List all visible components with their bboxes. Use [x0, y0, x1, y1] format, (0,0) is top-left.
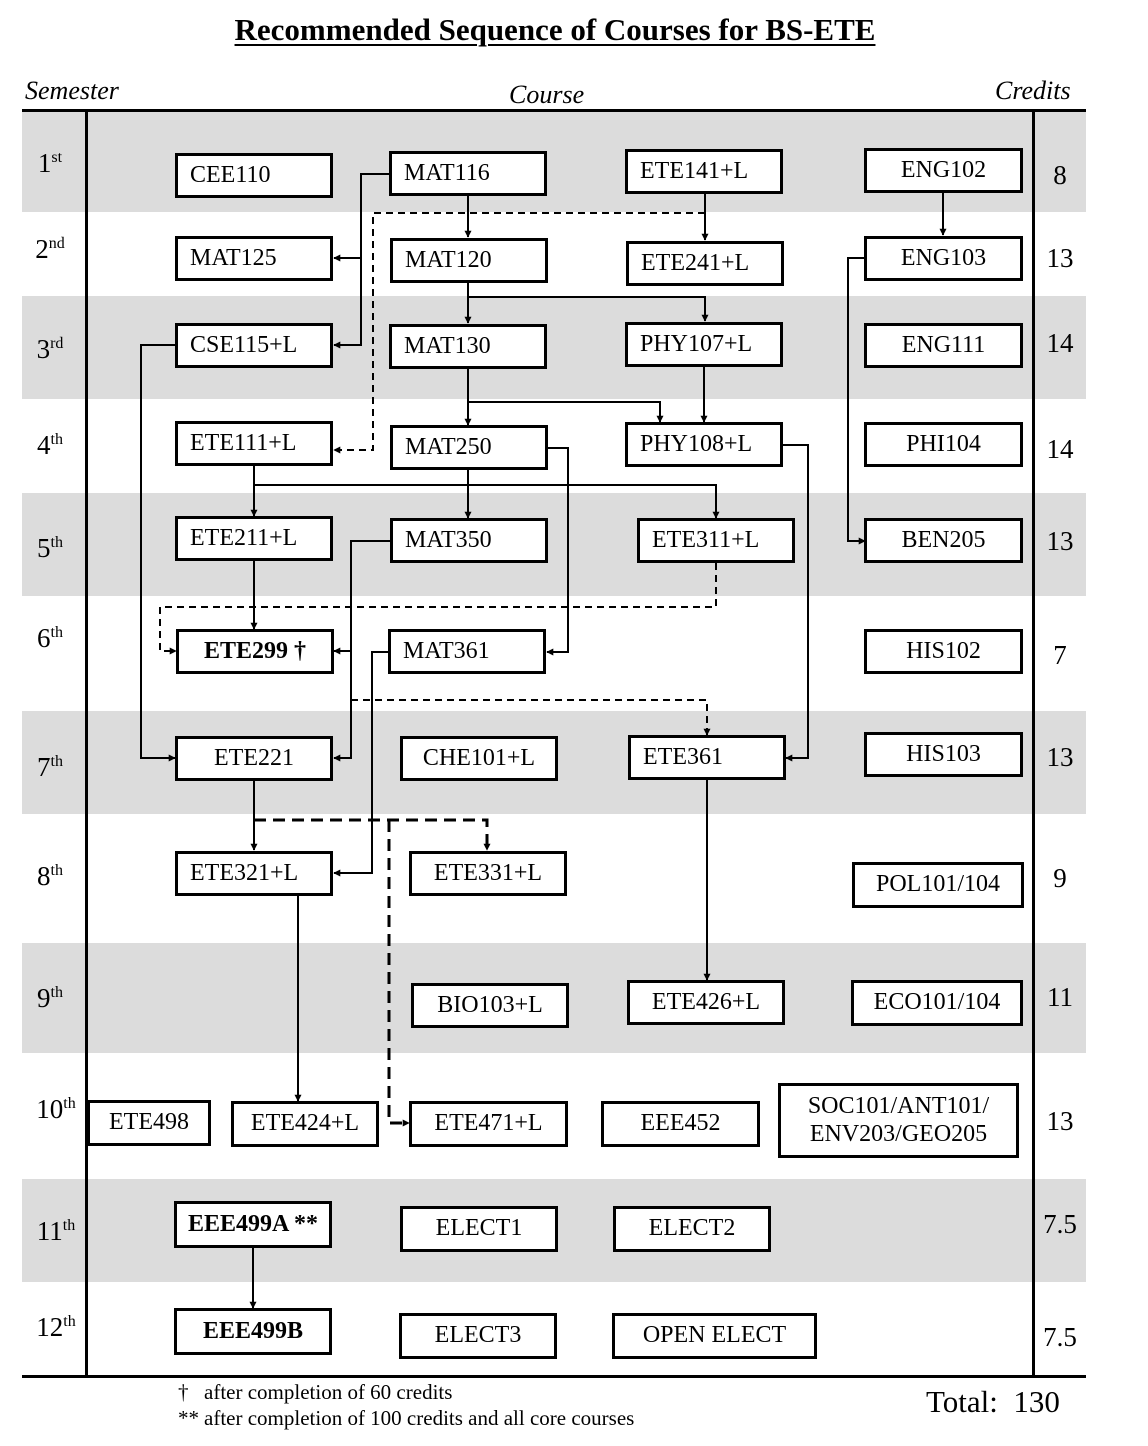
wire-cse115-ete221 — [141, 345, 176, 758]
course-eee499b: EEE499B — [174, 1308, 332, 1355]
wire-mat350-ete299 — [334, 541, 390, 651]
wire-ete221-ete331 — [254, 820, 487, 850]
semester-suffix: th — [50, 431, 63, 448]
credits-sem-12: 7.5 — [1043, 1322, 1077, 1352]
course-mat116: MAT116 — [389, 151, 547, 196]
semester-number: 3 — [36, 334, 51, 364]
course-elect2: ELECT2 — [613, 1206, 771, 1252]
course-ete211: ETE211+L — [175, 516, 333, 561]
credits-sem-1: 8 — [1053, 160, 1067, 190]
semester-suffix: th — [63, 1095, 76, 1112]
credits-sem-11: 7.5 — [1043, 1209, 1077, 1239]
course-ete331: ETE331+L — [409, 851, 567, 896]
course-elect3: ELECT3 — [399, 1313, 557, 1359]
course-openelect: OPEN ELECT — [612, 1313, 817, 1359]
course-ben205: BEN205 — [864, 518, 1023, 563]
course-ete311: ETE311+L — [637, 518, 795, 563]
course-phy107: PHY107+L — [625, 322, 783, 367]
semester-suffix: th — [50, 862, 63, 879]
semester-suffix: th — [63, 1313, 76, 1330]
footnote-double-star — [178, 1406, 634, 1431]
total-label: Total: — [926, 1384, 998, 1419]
course-ete141: ETE141+L — [625, 149, 783, 194]
wire-ete221-ete471 — [389, 820, 409, 1123]
course-eng103: ENG103 — [864, 236, 1023, 281]
course-ete221: ETE221 — [175, 736, 333, 781]
total-credits — [926, 1384, 1060, 1420]
course-elect1: ELECT1 — [400, 1206, 558, 1252]
footnote-mark: ** — [178, 1406, 199, 1430]
footnote-text: after completion of 60 credits — [204, 1380, 453, 1404]
course-ete424: ETE424+L — [231, 1101, 379, 1147]
semester-suffix: st — [51, 149, 63, 166]
wire-mat116-cse115 — [334, 258, 361, 345]
course-bio103: BIO103+L — [411, 983, 569, 1028]
course-eee499a: EEE499A ** — [174, 1201, 332, 1248]
course-header: Course — [509, 80, 585, 109]
course-mat361: MAT361 — [388, 629, 546, 674]
course-ete321: ETE321+L — [175, 851, 333, 896]
course-che101: CHE101+L — [400, 736, 558, 781]
wire-mat350-ete361 — [351, 700, 707, 735]
credits-sem-7: 13 — [1046, 742, 1074, 772]
credits-sem-9: 11 — [1047, 982, 1073, 1012]
wire-mat350-ete221 — [334, 651, 351, 758]
credits-sem-5: 13 — [1046, 526, 1074, 556]
wire-mat250-ete311 — [254, 485, 716, 518]
course-mat125: MAT125 — [175, 236, 333, 281]
credits-sem-10: 13 — [1046, 1106, 1074, 1136]
semester-number: 7 — [37, 752, 51, 782]
semester-number: 12 — [36, 1312, 64, 1342]
course-his103: HIS103 — [864, 732, 1023, 777]
semester-suffix: th — [50, 984, 63, 1001]
semester-number: 6 — [37, 623, 51, 653]
wire-mat130-phy108 — [468, 402, 660, 422]
course-cse115: CSE115+L — [175, 323, 333, 368]
semester-number: 4 — [37, 430, 51, 460]
footnote-dagger — [178, 1380, 452, 1405]
semester-number: 5 — [37, 533, 51, 563]
wire-mat120-phy107 — [468, 297, 705, 321]
course-ete498: ETE498 — [87, 1100, 211, 1146]
course-pol101: POL101/104 — [852, 862, 1024, 908]
course-ete299: ETE299 † — [176, 629, 334, 674]
course-phi104: PHI104 — [864, 422, 1023, 467]
credits-sem-2: 13 — [1046, 243, 1074, 273]
footnote-mark: † — [178, 1380, 189, 1404]
semester-suffix: th — [50, 753, 63, 770]
course-ete361: ETE361 — [628, 735, 786, 780]
course-ete426: ETE426+L — [627, 980, 785, 1025]
course-ete471: ETE471+L — [409, 1101, 568, 1147]
total-value: 130 — [1013, 1384, 1060, 1419]
semester-suffix: th — [50, 534, 63, 551]
course-ete111: ETE111+L — [175, 421, 333, 466]
semester-suffix: nd — [48, 235, 65, 252]
wire-mat116-mat125 — [334, 174, 389, 258]
semester-suffix: th — [50, 624, 63, 641]
course-ete241: ETE241+L — [626, 241, 784, 286]
course-eee452: EEE452 — [601, 1101, 760, 1147]
semester-suffix: th — [62, 1217, 76, 1234]
semester-number: 2 — [35, 234, 49, 264]
credits-header: Credits — [995, 76, 1071, 105]
course-mat130: MAT130 — [389, 324, 547, 369]
course-phy108: PHY108+L — [625, 422, 783, 467]
wire-phy108-ete361 — [782, 445, 808, 758]
wire-eng103-ben205 — [848, 258, 866, 541]
semester-number: 10 — [36, 1094, 64, 1124]
course-soc101: SOC101/ANT101/ ENV203/GEO205 — [778, 1083, 1019, 1158]
course-eco101: ECO101/104 — [851, 980, 1023, 1026]
course-mat250: MAT250 — [390, 425, 548, 470]
course-eng111: ENG111 — [864, 323, 1023, 368]
semester-number: 8 — [37, 861, 51, 891]
credits-sem-3: 14 — [1046, 328, 1074, 358]
wire-mat250-mat361 — [547, 448, 568, 652]
semester-suffix: rd — [50, 335, 64, 352]
course-mat350: MAT350 — [390, 518, 548, 563]
course-mat120: MAT120 — [390, 238, 548, 283]
course-eng102: ENG102 — [864, 148, 1023, 193]
credits-sem-8: 9 — [1053, 863, 1067, 893]
semester-number: 11 — [36, 1216, 63, 1246]
course-his102: HIS102 — [864, 629, 1023, 674]
course-cee110: CEE110 — [175, 153, 333, 198]
footnote-text: after completion of 100 credits and all core courses — [204, 1406, 635, 1430]
title-text: Recommended Sequence of Courses for BS-ETE — [234, 12, 876, 47]
semester-number: 1 — [37, 148, 52, 178]
semester-header: Semester — [25, 76, 119, 105]
credits-sem-6: 7 — [1053, 640, 1067, 670]
semester-number: 9 — [37, 983, 51, 1013]
credits-sem-4: 14 — [1046, 434, 1074, 464]
wire-mat361-ete321 — [334, 652, 390, 873]
